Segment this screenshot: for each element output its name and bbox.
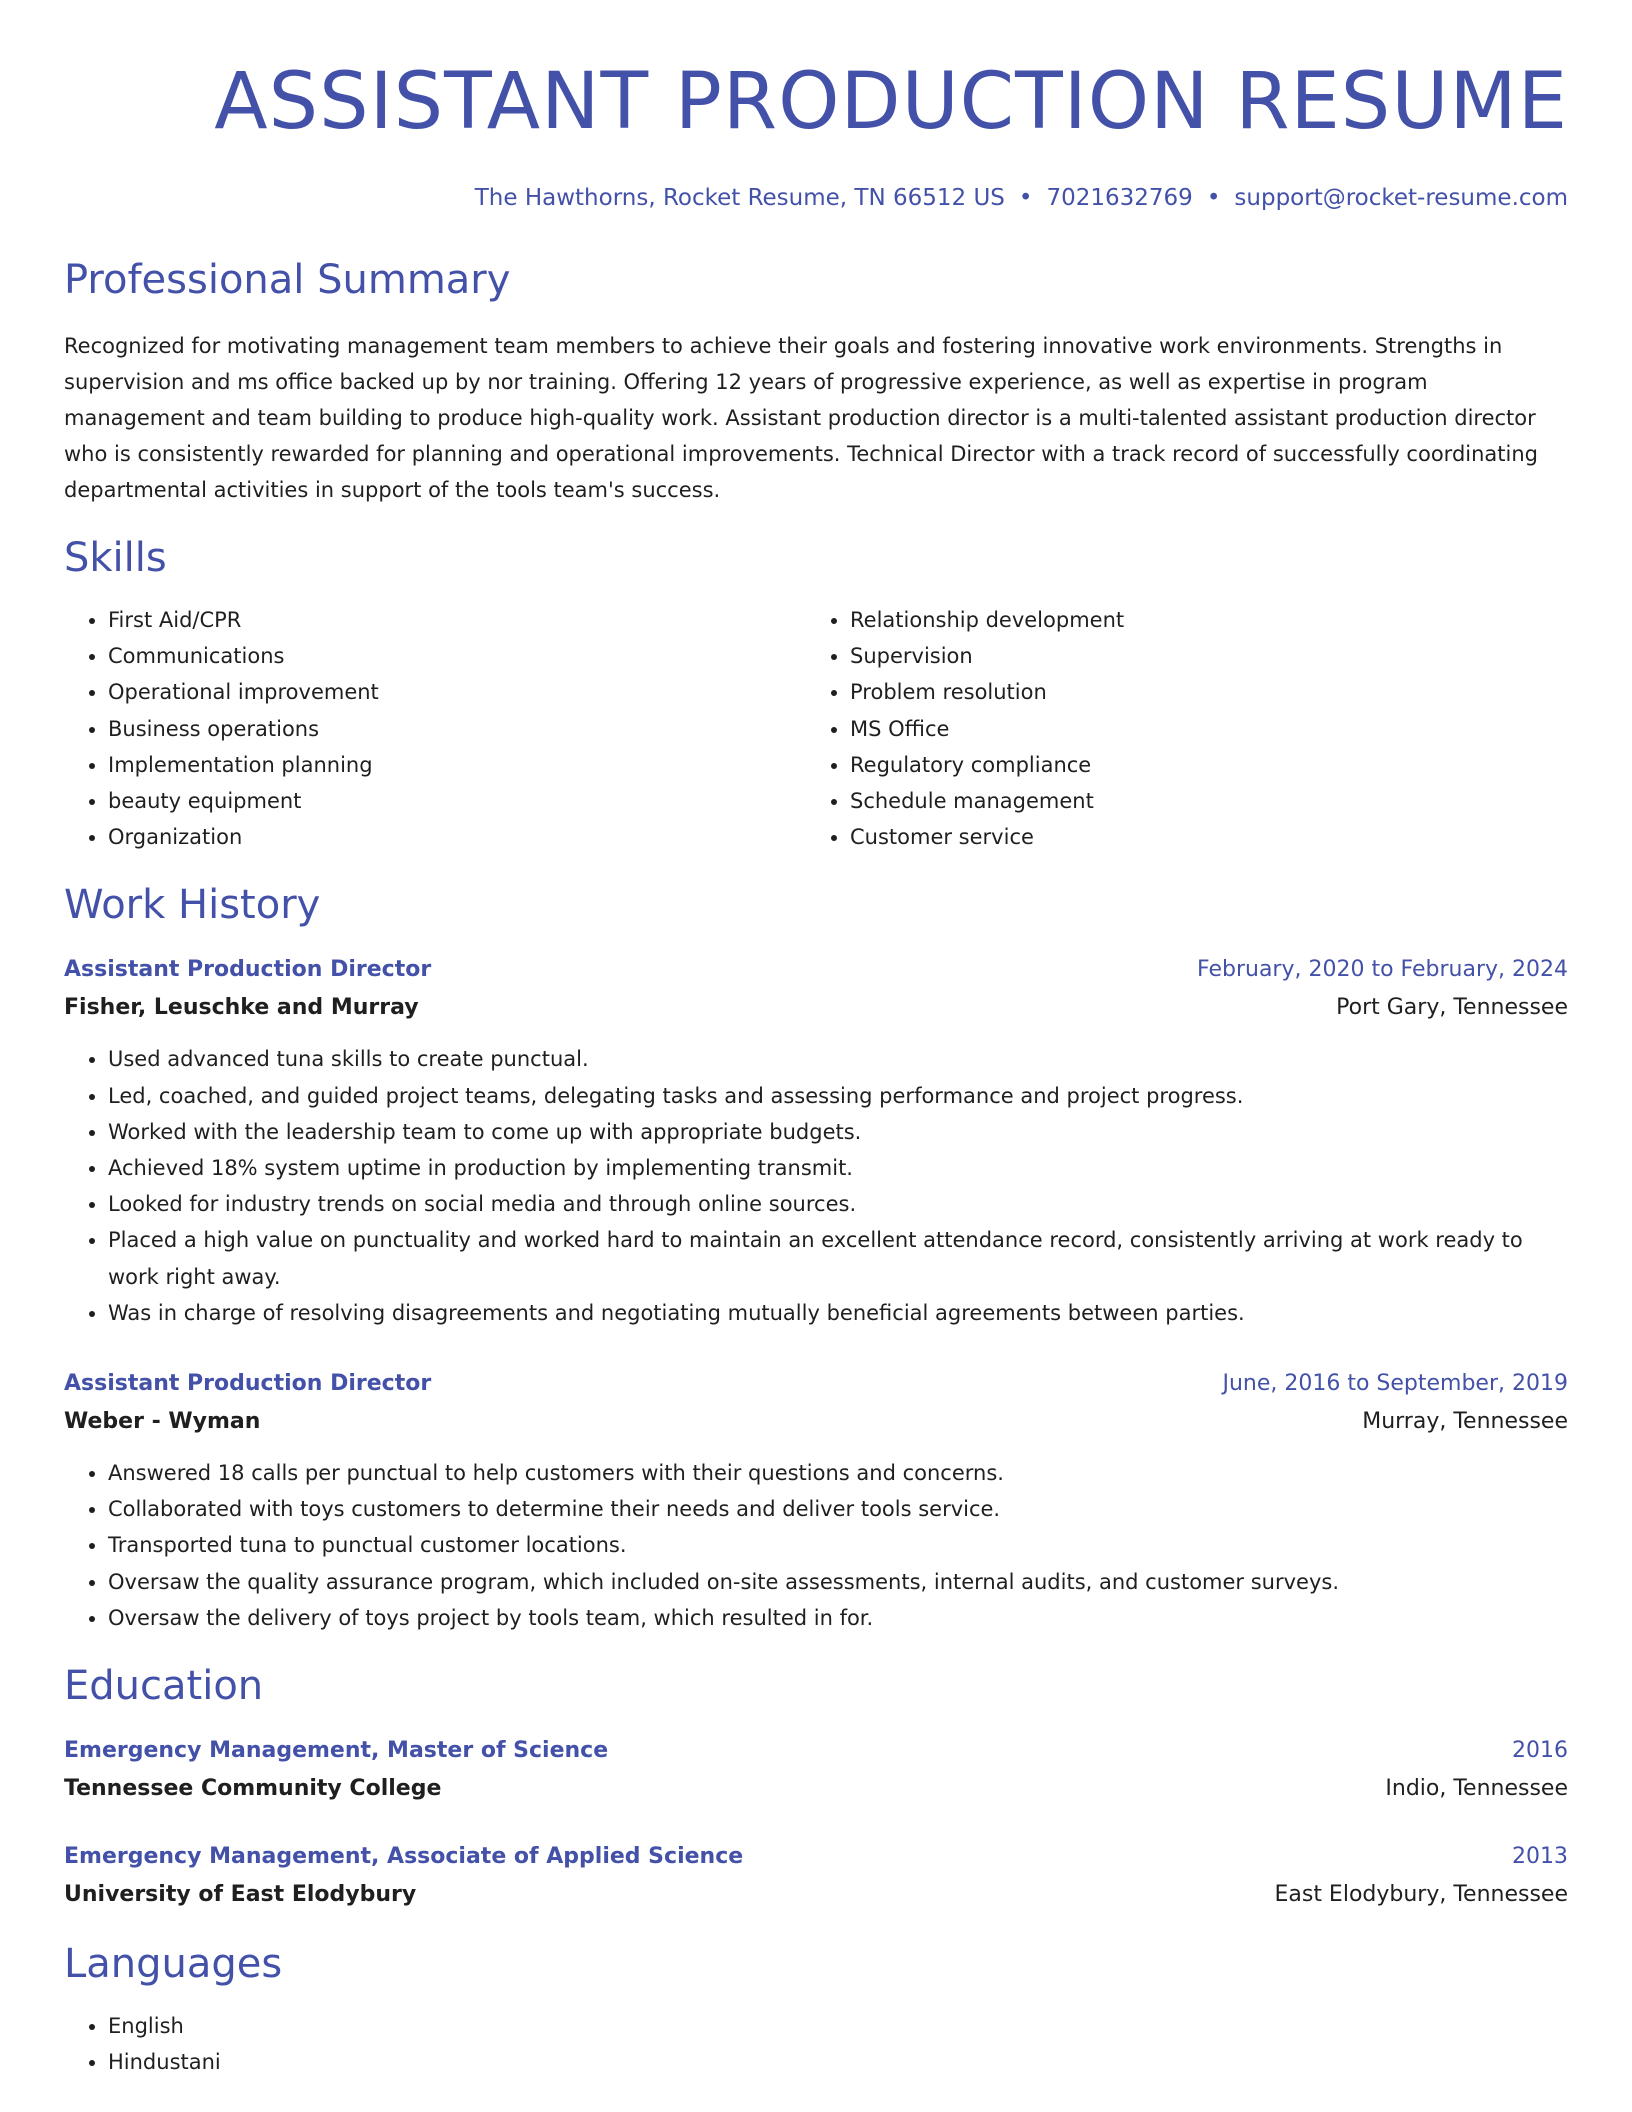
work-history-section	[64, 879, 1568, 1636]
languages-list	[64, 2008, 1568, 2080]
job-duty: • Transported tuna to punctual customer locations.	[108, 1527, 1568, 1563]
skill-item: • Implementation planning	[108, 747, 806, 783]
education-header	[64, 1838, 1568, 1876]
summary-heading: Professional Summary	[64, 257, 511, 303]
contact-separator: •	[1206, 185, 1221, 211]
language-item: • Hindustani	[108, 2044, 1568, 2080]
summary-text: Recognized for motivating management team members to achieve their goals and fostering innovative work environments. Strengths in supervision and ms office backed up by nor training. Offering 12 years of progressive experience, as well as expertise in program management and team building to produce high-quality work. Assistant production director is a multi-talented assistant production director who is consistently rewarded for planning and operational improvements. Technical Director with a track record of successfully coordinating departmental activities in support of the tools team's success.	[64, 334, 1538, 502]
job-duty: • Used advanced tuna skills to create punctual.	[108, 1041, 1568, 1077]
skill-item: • MS Office	[850, 711, 1548, 747]
job-dates: June, 2016 to September, 2019	[1222, 1371, 1568, 1397]
skill-item: • Relationship development	[850, 602, 1548, 638]
skill-item: • Supervision	[850, 638, 1548, 674]
job-duty: • Looked for industry trends on social media and through online sources.	[108, 1186, 1568, 1222]
job-header	[64, 1365, 1568, 1403]
education-school: University of East Elodybury	[64, 1882, 417, 1908]
languages-section	[64, 1938, 1568, 2080]
education-degree: Emergency Management, Master of Science	[64, 1738, 609, 1764]
job-duty: • Was in charge of resolving disagreements and negotiating mutually beneficial agreements between parties.	[108, 1295, 1568, 1331]
skill-item: • Business operations	[108, 711, 806, 747]
skill-item: • First Aid/CPR	[108, 602, 806, 638]
language-item: • English	[108, 2008, 1568, 2044]
job-entry	[64, 1365, 1568, 1636]
job-duty: • Oversaw the delivery of toys project by tools team, which resulted in for.	[108, 1600, 1568, 1636]
job-dates: February, 2020 to February, 2024	[1197, 957, 1568, 983]
education-heading: Education	[64, 1663, 264, 1710]
job-location: Murray, Tennessee	[1362, 1409, 1568, 1435]
skill-item: • Communications	[108, 638, 806, 674]
skills-column-left	[64, 602, 806, 855]
languages-heading: Languages	[64, 1941, 283, 1988]
skill-item: • Schedule management	[850, 783, 1548, 819]
skills-list-right	[806, 602, 1548, 855]
job-duty: • Led, coached, and guided project teams, delegating tasks and assessing performance and project progress.	[108, 1078, 1568, 1114]
education-subheader	[64, 1770, 1568, 1808]
skills-list-left	[64, 602, 806, 855]
job-duties-list	[64, 1455, 1568, 1636]
job-duty: • Placed a high value on punctuality and worked hard to maintain an excellent attendance record, consistently arriving at work ready to work right away.	[108, 1222, 1568, 1294]
skill-item: • Customer service	[850, 819, 1548, 855]
contact-line	[64, 182, 1568, 214]
job-duty: • Answered 18 calls per punctual to help customers with their questions and concerns.	[108, 1455, 1568, 1491]
job-duty: • Achieved 18% system uptime in production by implementing transmit.	[108, 1150, 1568, 1186]
job-subheader	[64, 989, 1568, 1027]
contact-address: The Hawthorns, Rocket Resume, TN 66512 US	[474, 185, 1005, 211]
job-company: Weber - Wyman	[64, 1409, 261, 1435]
skill-item: • Regulatory compliance	[850, 747, 1548, 783]
education-school: Tennessee Community College	[64, 1776, 442, 1802]
contact-email: support@rocket-resume.com	[1234, 185, 1568, 211]
resume-header	[64, 52, 1568, 214]
education-location: East Elodybury, Tennessee	[1274, 1882, 1568, 1908]
skills-column-right	[806, 602, 1548, 855]
job-company: Fisher, Leuschke and Murray	[64, 995, 419, 1021]
skill-item: • Organization	[108, 819, 806, 855]
contact-phone: 7021632769	[1046, 185, 1193, 211]
job-entry	[64, 951, 1568, 1331]
skills-heading: Skills	[64, 535, 167, 581]
skill-item: • Operational improvement	[108, 674, 806, 710]
education-subheader	[64, 1876, 1568, 1914]
summary-section	[64, 254, 1568, 508]
education-entry	[64, 1732, 1568, 1808]
contact-separator: •	[1018, 185, 1033, 211]
job-location: Port Gary, Tennessee	[1336, 995, 1568, 1021]
education-entry	[64, 1838, 1568, 1914]
skill-item: • Problem resolution	[850, 674, 1548, 710]
resume-title: ASSISTANT PRODUCTION RESUME	[214, 57, 1568, 147]
job-subheader	[64, 1403, 1568, 1441]
job-title: Assistant Production Director	[64, 1371, 432, 1397]
education-header	[64, 1732, 1568, 1770]
job-header	[64, 951, 1568, 989]
job-duties-list	[64, 1041, 1568, 1331]
job-duty: • Oversaw the quality assurance program, which included on-site assessments, internal audits, and customer surveys.	[108, 1564, 1568, 1600]
work-history-heading: Work History	[64, 882, 321, 929]
skill-item: • beauty equipment	[108, 783, 806, 819]
education-year: 2016	[1512, 1738, 1568, 1764]
education-location: Indio, Tennessee	[1385, 1776, 1568, 1802]
education-degree: Emergency Management, Associate of Applied Science	[64, 1844, 744, 1870]
education-year: 2013	[1512, 1844, 1568, 1870]
job-duty: • Collaborated with toys customers to determine their needs and deliver tools service.	[108, 1491, 1568, 1527]
job-title: Assistant Production Director	[64, 957, 432, 983]
job-duty: • Worked with the leadership team to come up with appropriate budgets.	[108, 1114, 1568, 1150]
skills-columns	[64, 602, 1568, 855]
education-section	[64, 1660, 1568, 1914]
skills-section	[64, 532, 1568, 855]
